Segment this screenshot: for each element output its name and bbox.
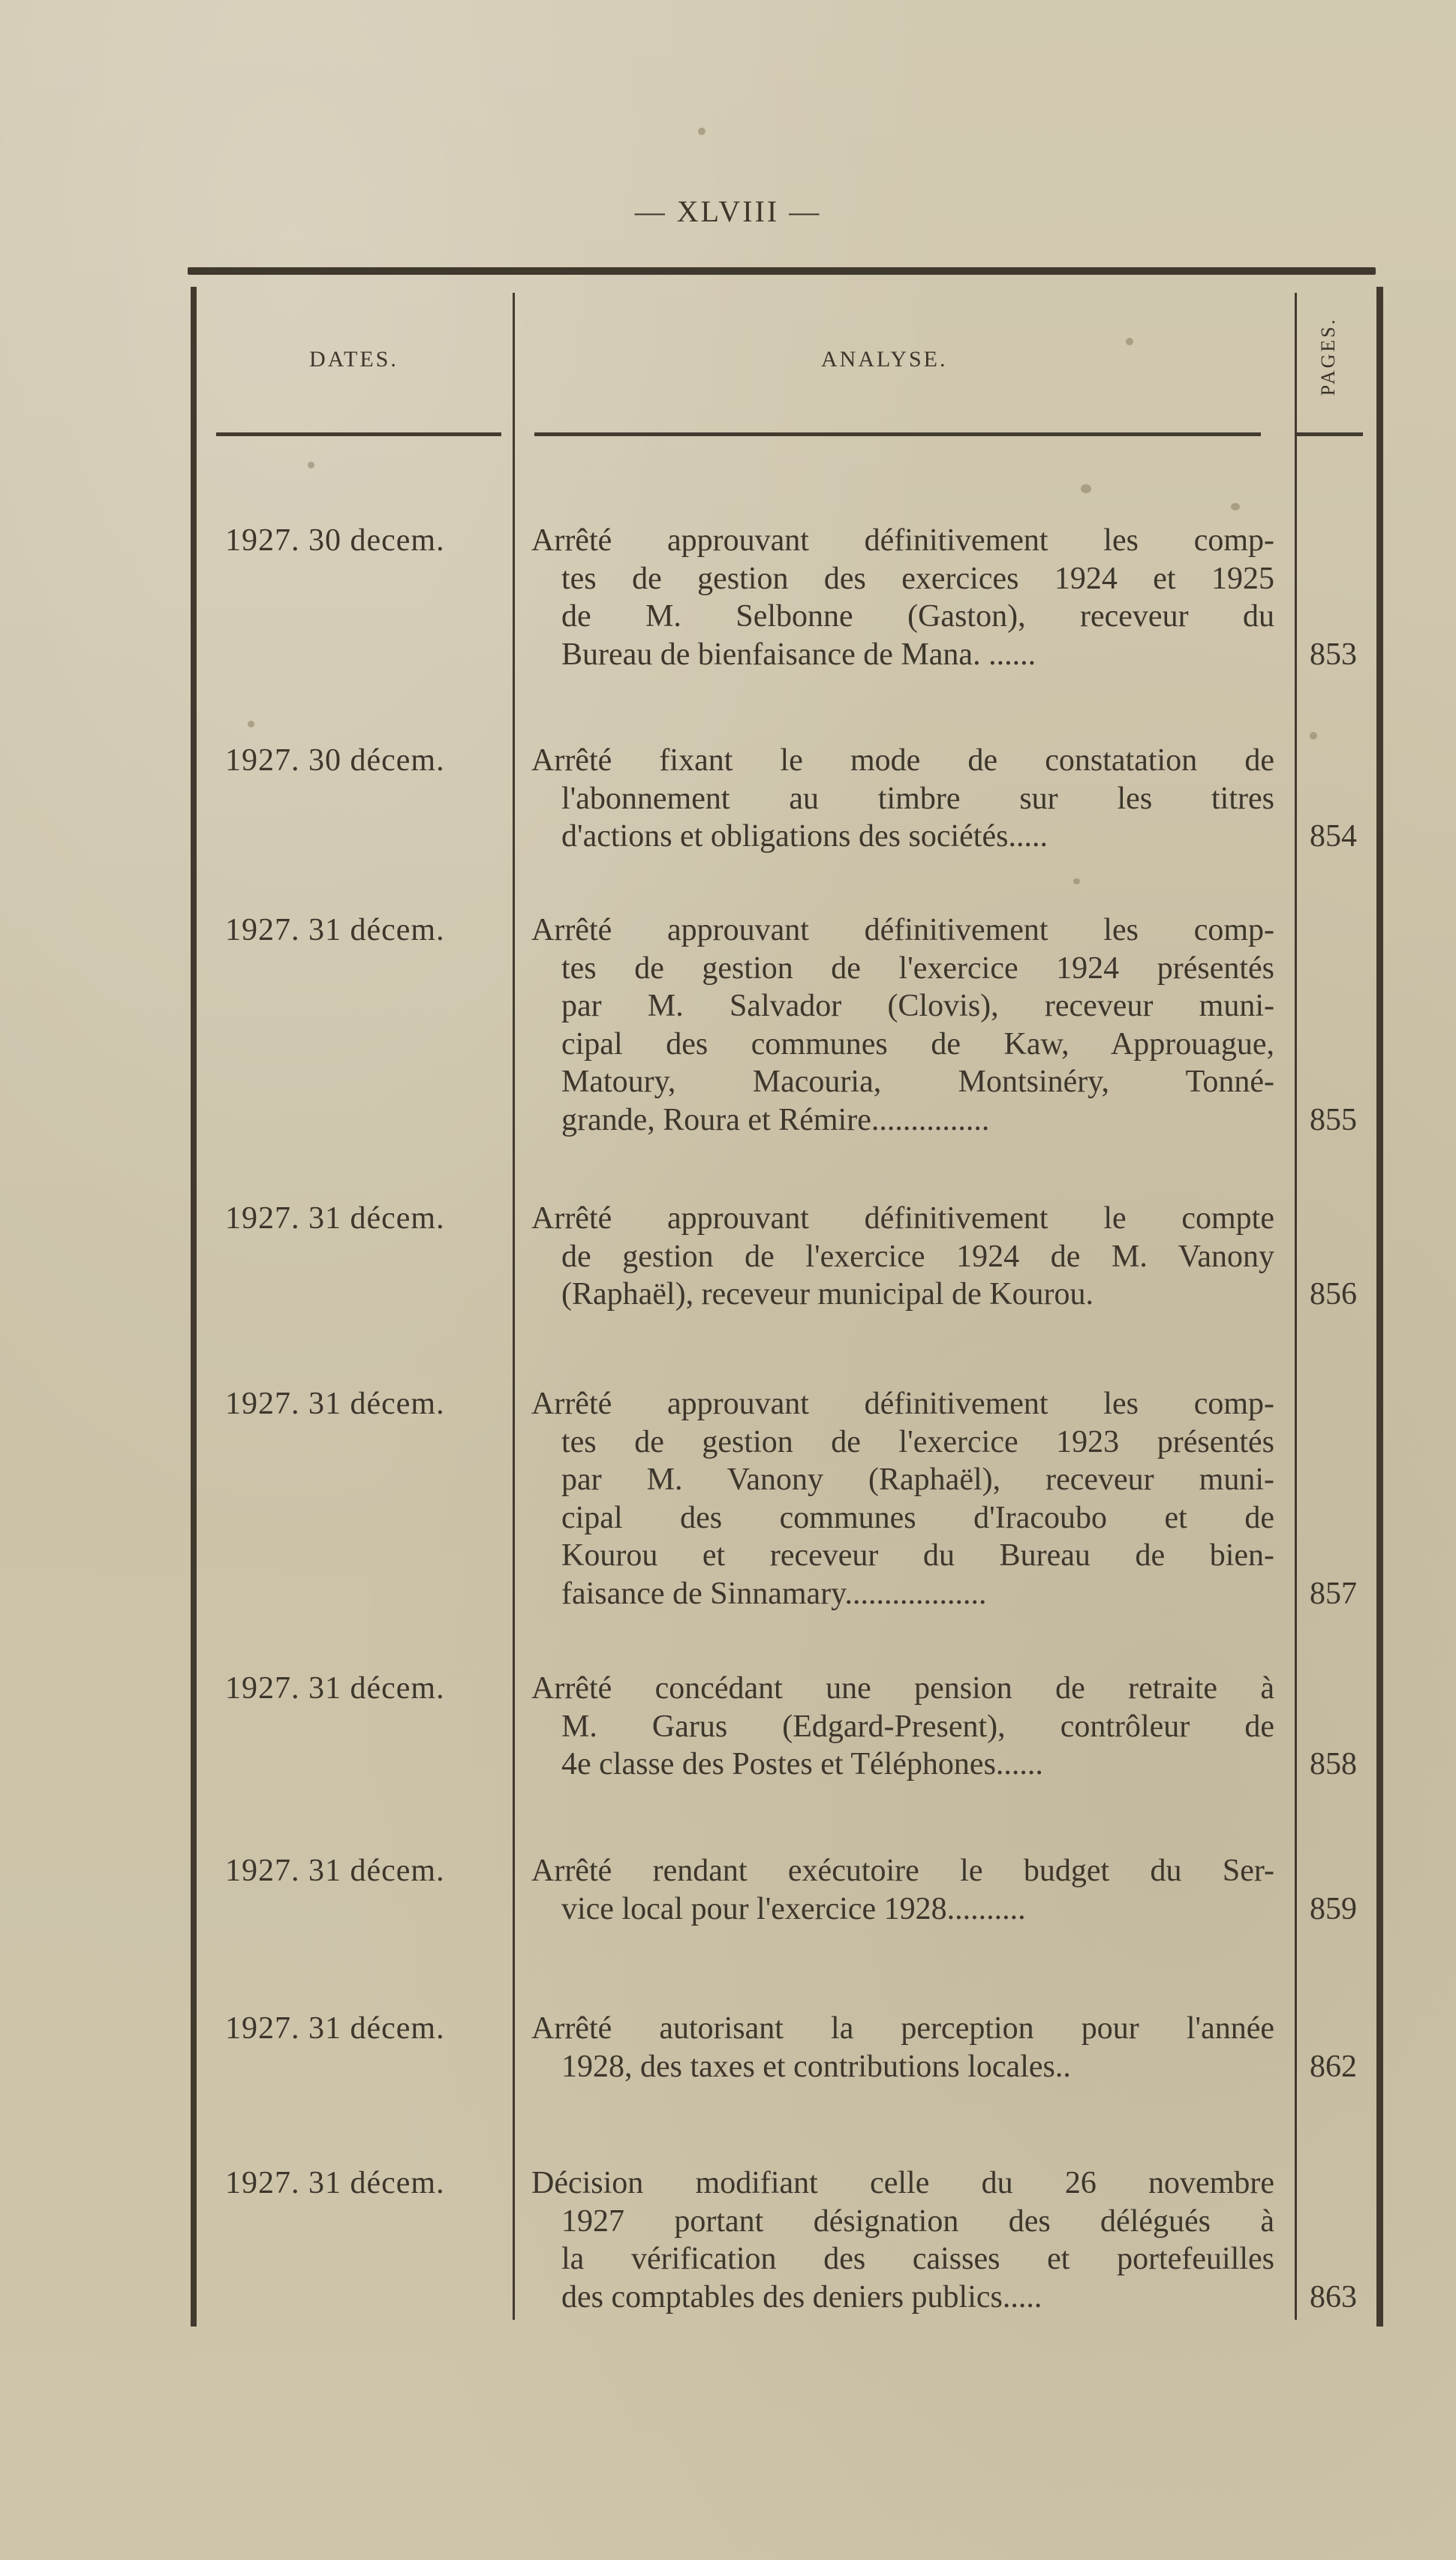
table-top-rule [188, 267, 1376, 275]
paper-speck [308, 462, 314, 468]
entry-analysis [531, 1852, 1274, 1928]
entry-analysis-line: Arrêté concédant une pension de retraite à [531, 1671, 1274, 1706]
entry-analysis-line: d'actions et obligations des sociétés..... [561, 819, 1048, 854]
entry-analysis-line: de M. Selbonne (Gaston), receveur du [561, 599, 1274, 634]
entry-date: 1927. 31 décem. [225, 1671, 445, 1706]
paper-speck [1081, 484, 1091, 493]
paper-speck [1126, 338, 1133, 345]
entry-analysis [531, 1385, 1274, 1613]
entry-page-number: 857 [1310, 1576, 1357, 1611]
entry-analysis-line: Arrêté approuvant définitivement le compte [531, 1201, 1274, 1236]
entry-analysis-line: par M. Salvador (Clovis), receveur muni- [561, 989, 1274, 1023]
entry-date: 1927. 30 decem. [225, 523, 445, 558]
entry-page-number: 858 [1310, 1747, 1357, 1781]
header-rule-dates [216, 432, 501, 436]
entry-analysis [531, 2164, 1274, 2316]
entry-analysis-line: l'abonnement au timbre sur les titres [561, 781, 1274, 816]
page-header: — XLVIII — [634, 194, 822, 228]
entry-analysis [531, 2010, 1274, 2086]
entry-analysis-line: Arrêté fixant le mode de constatation de [531, 743, 1274, 778]
entry-analysis [531, 1670, 1274, 1784]
entry-analysis [531, 911, 1274, 1139]
header-rule-pages [1297, 432, 1363, 436]
entry-date: 1927. 31 décem. [225, 2011, 445, 2046]
paper-speck [1073, 878, 1080, 884]
entry-analysis-line: Arrêté autorisant la perception pour l'année [531, 2011, 1274, 2046]
entry-analysis-line: par M. Vanony (Raphaël), receveur muni- [561, 1462, 1274, 1497]
column-divider-pages [1295, 293, 1297, 2320]
entry-page-number: 863 [1310, 2279, 1357, 2315]
paper-speck [1310, 732, 1317, 739]
entry-analysis-line: faisance de Sinnamary.................. [561, 1576, 987, 1611]
column-header-pages [1306, 300, 1351, 413]
column-header-dates: DATES. [309, 347, 399, 372]
column-header-analyse: ANALYSE. [821, 347, 948, 372]
entry-date: 1927. 30 décem. [225, 743, 445, 778]
entry-date: 1927. 31 décem. [225, 1201, 445, 1236]
entry-page-number: 854 [1310, 819, 1357, 854]
entry-page-number: 862 [1310, 2049, 1357, 2084]
entry-analysis-line: Arrêté rendant exécutoire le budget du Ser- [531, 1854, 1274, 1888]
entry-analysis-line: de gestion de l'exercice 1924 de M. Vanony [561, 1239, 1274, 1274]
table-right-border [1376, 287, 1383, 2327]
entry-analysis-line: Kourou et receveur du Bureau de bien- [561, 1538, 1274, 1573]
entry-analysis-line: Arrêté approuvant définitivement les comp- [531, 523, 1274, 558]
header-rule-analyse [534, 432, 1261, 436]
entry-analysis-line: 1928, des taxes et contributions locales.. [561, 2049, 1071, 2084]
entry-analysis-line: Arrêté approuvant définitivement les comp- [531, 913, 1274, 947]
entry-analysis-line: Décision modifiant celle du 26 novembre [531, 2166, 1274, 2200]
entry-date: 1927. 31 décem. [225, 1387, 445, 1421]
entry-analysis-line: 4e classe des Postes et Téléphones...... [561, 1747, 1043, 1781]
entry-analysis-line: (Raphaël), receveur municipal de Kourou. [561, 1277, 1094, 1312]
entry-date: 1927. 31 décem. [225, 2166, 445, 2200]
paper-speck [248, 721, 254, 727]
entry-analysis [531, 522, 1274, 673]
entry-analysis-line: grande, Roura et Rémire............... [561, 1102, 990, 1137]
entry-analysis [531, 742, 1274, 856]
entry-analysis-line: tes de gestion de l'exercice 1924 présentés [561, 950, 1274, 986]
entry-analysis-line: Arrêté approuvant définitivement les comp- [531, 1387, 1274, 1421]
column-divider-dates [513, 293, 515, 2320]
entry-analysis-line: Bureau de bienfaisance de Mana. ...... [561, 637, 1036, 672]
entry-date: 1927. 31 décem. [225, 1854, 445, 1888]
entry-analysis [531, 1200, 1274, 1314]
entry-analysis-line: tes de gestion de l'exercice 1923 présentés [561, 1424, 1274, 1459]
entry-analysis-line: cipal des communes de Kaw, Approuague, [561, 1026, 1274, 1062]
entry-analysis-line: tes de gestion des exercices 1924 et 1925 [561, 561, 1274, 596]
entry-analysis-line: des comptables des deniers publics..... [561, 2279, 1042, 2315]
entry-page-number: 859 [1310, 1891, 1357, 1926]
paper-speck [698, 128, 705, 135]
entry-analysis-line: M. Garus (Edgard-Present), contrôleur de [561, 1709, 1274, 1744]
entry-analysis-line: vice local pour l'exercice 1928.......... [561, 1891, 1026, 1926]
entry-analysis-line: la vérification des caisses et portefeuilles [561, 2242, 1274, 2276]
column-header-pages-label: PAGES. [1317, 317, 1339, 396]
table-left-border [191, 287, 197, 2327]
entry-page-number: 856 [1310, 1277, 1357, 1312]
entry-analysis-line: Matoury, Macouria, Montsinéry, Tonné- [561, 1065, 1274, 1099]
entry-page-number: 855 [1310, 1102, 1357, 1137]
entry-date: 1927. 31 décem. [225, 913, 445, 947]
paper-speck [1231, 503, 1240, 510]
entry-analysis-line: 1927 portant désignation des délégués à [561, 2203, 1274, 2239]
entry-analysis-line: cipal des communes d'Iracoubo et de [561, 1500, 1274, 1535]
entry-page-number: 853 [1310, 637, 1357, 672]
